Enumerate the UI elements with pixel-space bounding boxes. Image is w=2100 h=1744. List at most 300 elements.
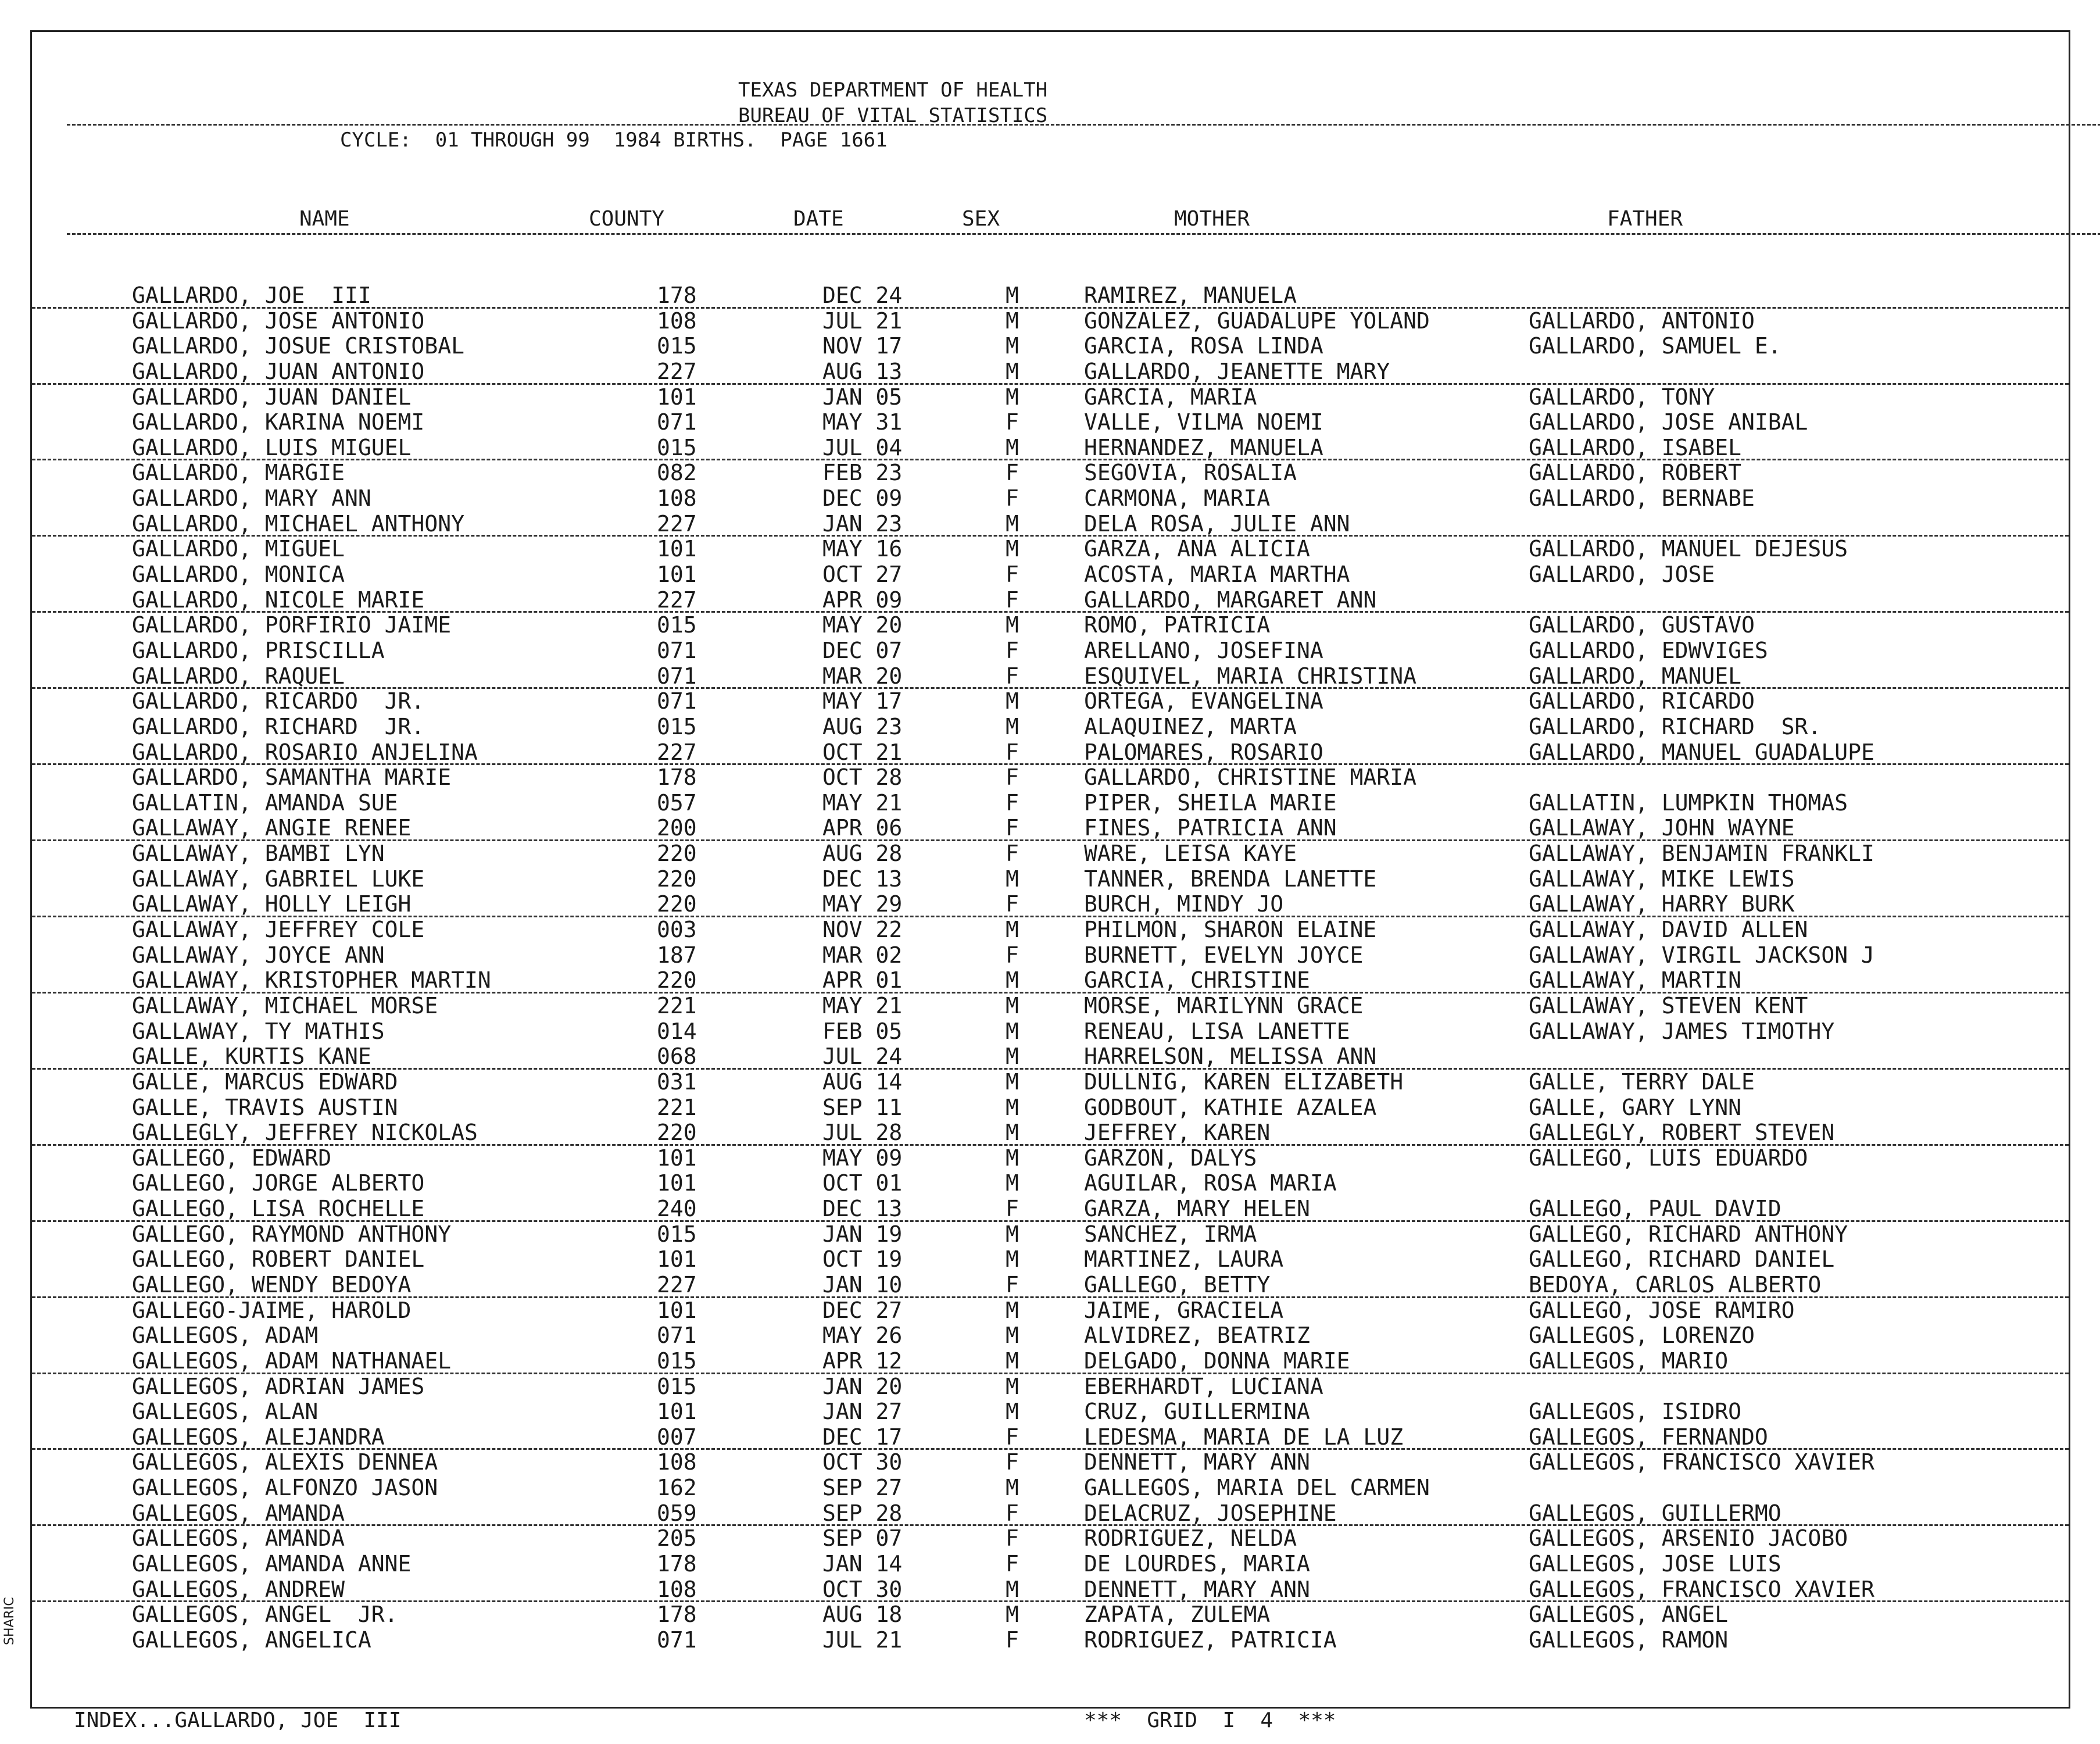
record-row <box>32 1323 2069 1349</box>
record-father: GALLEGOS, LORENZO <box>1529 1323 1755 1349</box>
record-sex: M <box>1006 358 1019 384</box>
record-date: MAY 29 <box>822 891 903 917</box>
record-row <box>32 943 2069 969</box>
record-sex: F <box>1006 663 1019 689</box>
record-father: GALLEGOS, FERNANDO <box>1529 1424 1768 1450</box>
record-name: GALLEGOS, ALEJANDRA <box>132 1424 385 1450</box>
record-sex: M <box>1006 1348 1019 1374</box>
record-name: GALLARDO, MONICA <box>132 562 345 588</box>
record-county: 108 <box>657 308 697 334</box>
record-mother: DELA ROSA, JULIE ANN <box>1084 510 1350 537</box>
record-mother: ORTEGA, EVANGELINA <box>1084 688 1323 714</box>
record-date: OCT 19 <box>822 1246 903 1273</box>
record-mother: GODBOUT, KATHIE AZALEA <box>1084 1094 1377 1120</box>
record-date: APR 12 <box>822 1348 903 1374</box>
record-county: 178 <box>657 1602 697 1628</box>
record-date: JAN 20 <box>822 1373 903 1399</box>
record-father: GALLEGOS, MARIO <box>1529 1348 1729 1374</box>
record-row <box>32 968 2069 993</box>
record-row <box>32 1425 2069 1450</box>
record-date: JUL 28 <box>822 1120 903 1146</box>
record-mother: GARCIA, CHRISTINE <box>1084 967 1310 993</box>
record-mother: GALLARDO, MARGARET ANN <box>1084 587 1377 613</box>
record-name: GALLARDO, PORFIRIO JAIME <box>132 612 452 638</box>
record-date: DEC 13 <box>822 1196 903 1222</box>
record-name: GALLEGLY, JEFFREY NICKOLAS <box>132 1120 478 1146</box>
record-date: AUG 28 <box>822 841 903 867</box>
record-name: GALLAWAY, MICHAEL MORSE <box>132 992 438 1018</box>
record-father: GALLAWAY, VIRGIL JACKSON J <box>1529 942 1874 968</box>
record-row <box>32 1628 2069 1653</box>
record-father: GALLARDO, BERNABE <box>1529 485 1755 512</box>
record-county: 015 <box>657 333 697 359</box>
record-name: GALLAWAY, JOYCE ANN <box>132 942 385 968</box>
record-name: GALLEGOS, AMANDA <box>132 1525 345 1552</box>
record-date: NOV 22 <box>822 917 903 943</box>
record-sex: F <box>1006 409 1019 435</box>
record-date: OCT 27 <box>822 562 903 588</box>
record-father: GALLEGO, LUIS EDUARDO <box>1529 1145 1808 1171</box>
record-row <box>32 993 2069 1019</box>
record-row <box>32 1501 2069 1527</box>
record-name: GALLE, MARCUS EDWARD <box>132 1068 398 1095</box>
record-county: 178 <box>657 764 697 791</box>
record-name: GALLEGOS, ANDREW <box>132 1576 345 1602</box>
record-date: AUG 14 <box>822 1068 903 1095</box>
record-father: GALLARDO, EDWVIGES <box>1529 637 1768 663</box>
record-row <box>32 385 2069 410</box>
record-father: GALLARDO, MANUEL GUADALUPE <box>1529 739 1874 765</box>
record-father: GALLARDO, RICARDO <box>1529 688 1755 714</box>
side-code-label: SHARIC <box>2 1597 17 1645</box>
record-sex: F <box>1006 1627 1019 1653</box>
record-mother: MARTINEZ, LAURA <box>1084 1246 1284 1273</box>
record-mother: SEGOVIA, ROSALIA <box>1084 460 1297 486</box>
record-name: GALLEGO, LISA ROCHELLE <box>132 1196 425 1222</box>
record-row <box>32 486 2069 512</box>
record-sex: F <box>1006 891 1019 917</box>
record-father: GALLARDO, GUSTAVO <box>1529 612 1755 638</box>
record-sex: M <box>1006 283 1019 308</box>
record-mother: GARZA, ANA ALICIA <box>1084 536 1310 562</box>
record-sex: M <box>1006 1018 1019 1044</box>
record-date: MAY 09 <box>822 1145 903 1171</box>
record-name: GALLAWAY, HOLLY LEIGH <box>132 891 412 917</box>
record-row <box>32 1577 2069 1603</box>
record-mother: DENNETT, MARY ANN <box>1084 1449 1310 1475</box>
record-mother: RODRIGUEZ, PATRICIA <box>1084 1627 1337 1653</box>
record-mother: DELACRUZ, JOSEPHINE <box>1084 1500 1337 1526</box>
record-date: MAY 20 <box>822 612 903 638</box>
record-date: AUG 13 <box>822 358 903 384</box>
record-father: BEDOYA, CARLOS ALBERTO <box>1529 1271 1822 1298</box>
record-name: GALLARDO, JOSE ANTONIO <box>132 308 425 334</box>
column-header-date: DATE <box>793 207 844 231</box>
record-father: GALLARDO, MANUEL DEJESUS <box>1529 536 1848 562</box>
record-date: MAY 16 <box>822 536 903 562</box>
record-county: 178 <box>657 283 697 308</box>
record-father: GALLARDO, ROBERT <box>1529 460 1742 486</box>
record-sex: F <box>1006 1449 1019 1475</box>
record-county: 015 <box>657 1373 697 1399</box>
record-mother: LEDESMA, MARIA DE LA LUZ <box>1084 1424 1404 1450</box>
record-county: 014 <box>657 1018 697 1044</box>
record-row <box>32 664 2069 689</box>
record-father: GALLAWAY, HARRY BURK <box>1529 891 1795 917</box>
record-sex: M <box>1006 1475 1019 1501</box>
record-county: 071 <box>657 663 697 689</box>
record-name: GALLAWAY, TY MATHIS <box>132 1018 385 1044</box>
records-list <box>32 283 2069 1653</box>
record-mother: ARELLANO, JOSEFINA <box>1084 637 1323 663</box>
record-name: GALLAWAY, ANGIE RENEE <box>132 815 412 841</box>
record-sex: F <box>1006 739 1019 765</box>
record-mother: ALVIDREZ, BEATRIZ <box>1084 1323 1310 1349</box>
record-date: JUL 04 <box>822 434 903 460</box>
record-date: JAN 23 <box>822 510 903 537</box>
record-county: 007 <box>657 1424 697 1450</box>
record-county: 071 <box>657 688 697 714</box>
record-sex: F <box>1006 1424 1019 1450</box>
record-date: SEP 27 <box>822 1475 903 1501</box>
header-agency: TEXAS DEPARTMENT OF HEALTH <box>738 78 1048 102</box>
record-name: GALLARDO, ROSARIO ANJELINA <box>132 739 478 765</box>
record-name: GALLAWAY, GABRIEL LUKE <box>132 866 425 892</box>
record-county: 101 <box>657 1297 697 1323</box>
record-mother: ESQUIVEL, MARIA CHRISTINA <box>1084 663 1416 689</box>
record-county: 071 <box>657 1627 697 1653</box>
record-county: 101 <box>657 384 697 410</box>
record-mother: DE LOURDES, MARIA <box>1084 1551 1310 1577</box>
record-date: JUL 21 <box>822 308 903 334</box>
record-father: GALLEGOS, FRANCISCO XAVIER <box>1529 1449 1874 1475</box>
record-date: JUL 24 <box>822 1043 903 1070</box>
record-name: GALLEGOS, ALFONZO JASON <box>132 1475 438 1501</box>
record-mother: GARCIA, ROSA LINDA <box>1084 333 1323 359</box>
record-sex: M <box>1006 992 1019 1018</box>
record-county: 015 <box>657 713 697 739</box>
record-sex: M <box>1006 1094 1019 1120</box>
record-date: MAY 26 <box>822 1323 903 1349</box>
record-father: GALLE, GARY LYNN <box>1529 1094 1742 1120</box>
record-date: OCT 28 <box>822 764 903 791</box>
record-sex: M <box>1006 1602 1019 1628</box>
record-sex: M <box>1006 1576 1019 1602</box>
record-name: GALLAWAY, BAMBI LYN <box>132 841 385 867</box>
record-name: GALLARDO, RICHARD JR. <box>132 713 425 739</box>
record-row <box>32 1095 2069 1121</box>
record-row <box>32 1171 2069 1196</box>
record-mother: WARE, LEISA KAYE <box>1084 841 1297 867</box>
record-date: FEB 05 <box>822 1018 903 1044</box>
record-father: GALLEGO, JOSE RAMIRO <box>1529 1297 1795 1323</box>
record-name: GALLARDO, SAMANTHA MARIE <box>132 764 452 791</box>
record-county: 108 <box>657 1449 697 1475</box>
record-mother: BURNETT, EVELYN JOYCE <box>1084 942 1364 968</box>
record-sex: F <box>1006 1525 1019 1552</box>
record-mother: PALOMARES, ROSARIO <box>1084 739 1323 765</box>
record-name: GALLARDO, RICARDO JR. <box>132 688 425 714</box>
record-name: GALLARDO, LUIS MIGUEL <box>132 434 412 460</box>
record-mother: PIPER, SHEILA MARIE <box>1084 789 1337 816</box>
record-county: 101 <box>657 536 697 562</box>
record-sex: M <box>1006 1068 1019 1095</box>
record-row <box>32 1399 2069 1425</box>
record-father: GALLEGOS, ISIDRO <box>1529 1399 1742 1425</box>
record-sex: M <box>1006 1323 1019 1349</box>
record-mother: HARRELSON, MELISSA ANN <box>1084 1043 1377 1070</box>
record-county: 071 <box>657 1323 697 1349</box>
column-header-mother: MOTHER <box>1174 207 1250 231</box>
record-sex: M <box>1006 308 1019 334</box>
record-date: MAY 21 <box>822 992 903 1018</box>
record-name: GALLEGOS, ALEXIS DENNEA <box>132 1449 438 1475</box>
record-row <box>32 765 2069 791</box>
column-header-name: NAME <box>299 207 350 231</box>
record-row <box>32 1070 2069 1095</box>
record-date: MAY 21 <box>822 789 903 816</box>
record-father: GALLARDO, RICHARD SR. <box>1529 713 1822 739</box>
record-father: GALLAWAY, DAVID ALLEN <box>1529 917 1808 943</box>
record-date: MAY 31 <box>822 409 903 435</box>
record-father: GALLARDO, JOSE <box>1529 562 1715 588</box>
record-mother: JEFFREY, KAREN <box>1084 1120 1271 1146</box>
record-mother: GALLEGOS, MARIA DEL CARMEN <box>1084 1475 1430 1501</box>
record-father: GALLAWAY, BENJAMIN FRANKLI <box>1529 841 1874 867</box>
record-mother: GALLARDO, JEANETTE MARY <box>1084 358 1390 384</box>
record-date: MAY 17 <box>822 688 903 714</box>
record-county: 082 <box>657 460 697 486</box>
record-county: 220 <box>657 967 697 993</box>
record-county: 015 <box>657 1348 697 1374</box>
record-county: 227 <box>657 358 697 384</box>
record-county: 178 <box>657 1551 697 1577</box>
record-father: GALLARDO, TONY <box>1529 384 1715 410</box>
record-row <box>32 435 2069 461</box>
record-county: 057 <box>657 789 697 816</box>
record-county: 187 <box>657 942 697 968</box>
record-mother: MORSE, MARILYNN GRACE <box>1084 992 1364 1018</box>
record-father: GALLAWAY, JOHN WAYNE <box>1529 815 1795 841</box>
record-county: 227 <box>657 587 697 613</box>
record-row <box>32 1120 2069 1146</box>
record-name: GALLARDO, MARGIE <box>132 460 345 486</box>
record-name: GALLEGO, RAYMOND ANTHONY <box>132 1221 452 1247</box>
record-county: 220 <box>657 1120 697 1146</box>
record-sex: M <box>1006 688 1019 714</box>
record-father: GALLEGOS, JOSE LUIS <box>1529 1551 1781 1577</box>
record-mother: GARZON, DALYS <box>1084 1145 1257 1171</box>
column-header-rule <box>67 233 2100 235</box>
record-sex: M <box>1006 510 1019 537</box>
record-row <box>32 791 2069 816</box>
record-row <box>32 638 2069 664</box>
record-sex: M <box>1006 1145 1019 1171</box>
record-row <box>32 917 2069 943</box>
record-date: DEC 13 <box>822 866 903 892</box>
record-sex: M <box>1006 1120 1019 1146</box>
record-row <box>32 1526 2069 1552</box>
page-frame <box>30 30 2070 1732</box>
record-father: GALLARDO, ISABEL <box>1529 434 1742 460</box>
record-county: 003 <box>657 917 697 943</box>
record-date: DEC 07 <box>822 637 903 663</box>
record-row <box>32 1450 2069 1475</box>
column-header-father: FATHER <box>1607 207 1683 231</box>
record-sex: F <box>1006 460 1019 486</box>
record-mother: GALLARDO, CHRISTINE MARIA <box>1084 764 1416 791</box>
record-mother: EBERHARDT, LUCIANA <box>1084 1373 1323 1399</box>
record-mother: RAMIREZ, MANUELA <box>1084 283 1297 308</box>
record-mother: PHILMON, SHARON ELAINE <box>1084 917 1377 943</box>
record-father: GALLAWAY, STEVEN KENT <box>1529 992 1808 1018</box>
record-date: MAR 20 <box>822 663 903 689</box>
record-sex: F <box>1006 637 1019 663</box>
record-mother: DULLNIG, KAREN ELIZABETH <box>1084 1068 1404 1095</box>
record-sex: F <box>1006 1500 1019 1526</box>
record-sex: F <box>1006 764 1019 791</box>
record-sex: F <box>1006 587 1019 613</box>
record-name: GALLEGOS, ADRIAN JAMES <box>132 1373 425 1399</box>
record-county: 101 <box>657 1399 697 1425</box>
record-row <box>32 740 2069 766</box>
record-county: 101 <box>657 1246 697 1273</box>
record-sex: M <box>1006 1246 1019 1273</box>
record-county: 227 <box>657 1271 697 1298</box>
record-sex: F <box>1006 942 1019 968</box>
record-sex: M <box>1006 536 1019 562</box>
record-mother: SANCHEZ, IRMA <box>1084 1221 1257 1247</box>
record-county: 227 <box>657 739 697 765</box>
record-father: GALLEGO, RICHARD DANIEL <box>1529 1246 1835 1273</box>
record-date: DEC 24 <box>822 283 903 308</box>
record-county: 015 <box>657 612 697 638</box>
record-county: 101 <box>657 1145 697 1171</box>
record-county: 227 <box>657 510 697 537</box>
record-county: 205 <box>657 1525 697 1552</box>
record-name: GALLARDO, NICOLE MARIE <box>132 587 425 613</box>
record-mother: ACOSTA, MARIA MARTHA <box>1084 562 1350 588</box>
record-name: GALLE, KURTIS KANE <box>132 1043 371 1070</box>
header-bureau: BUREAU OF VITAL STATISTICS <box>738 104 1048 127</box>
record-name: GALLEGOS, ADAM <box>132 1323 319 1349</box>
record-row <box>32 410 2069 435</box>
record-mother: ROMO, PATRICIA <box>1084 612 1271 638</box>
record-county: 108 <box>657 1576 697 1602</box>
record-name: GALLARDO, RAQUEL <box>132 663 345 689</box>
record-father: GALLATIN, LUMPKIN THOMAS <box>1529 789 1848 816</box>
record-sex: M <box>1006 1297 1019 1323</box>
column-headers <box>32 206 2069 232</box>
record-father: GALLAWAY, MIKE LEWIS <box>1529 866 1795 892</box>
record-mother: HERNANDEZ, MANUELA <box>1084 434 1323 460</box>
record-father: GALLE, TERRY DALE <box>1529 1068 1755 1095</box>
footer-index: INDEX...GALLARDO, JOE III <box>74 1709 402 1732</box>
record-sex: M <box>1006 1043 1019 1070</box>
record-county: 101 <box>657 562 697 588</box>
record-row <box>32 1349 2069 1374</box>
record-row <box>32 867 2069 892</box>
footer-grid-label: *** GRID I 4 *** <box>1084 1709 1336 1732</box>
record-father: GALLEGOS, RAMON <box>1529 1627 1729 1653</box>
record-county: 108 <box>657 485 697 512</box>
record-row <box>32 1602 2069 1628</box>
record-father: GALLEGOS, FRANCISCO XAVIER <box>1529 1576 1874 1602</box>
record-mother: CARMONA, MARIA <box>1084 485 1271 512</box>
record-name: GALLARDO, JUAN ANTONIO <box>132 358 425 384</box>
record-name: GALLARDO, JUAN DANIEL <box>132 384 412 410</box>
record-sex: F <box>1006 485 1019 512</box>
record-mother: RENEAU, LISA LANETTE <box>1084 1018 1350 1044</box>
record-row <box>32 1374 2069 1400</box>
record-father: GALLARDO, ANTONIO <box>1529 308 1755 334</box>
record-name: GALLARDO, JOSUE CRISTOBAL <box>132 333 464 359</box>
record-mother: JAIME, GRACIELA <box>1084 1297 1284 1323</box>
record-mother: GONZALEZ, GUADALUPE YOLAND <box>1084 308 1430 334</box>
record-mother: CRUZ, GUILLERMINA <box>1084 1399 1310 1425</box>
record-father: GALLARDO, SAMUEL E. <box>1529 333 1781 359</box>
record-mother: GALLEGO, BETTY <box>1084 1271 1271 1298</box>
record-row <box>32 689 2069 714</box>
record-mother: FINES, PATRICIA ANN <box>1084 815 1337 841</box>
record-name: GALLEGOS, AMANDA <box>132 1500 345 1526</box>
record-name: GALLEGOS, ALAN <box>132 1399 319 1425</box>
record-date: DEC 09 <box>822 485 903 512</box>
record-county: 240 <box>657 1196 697 1222</box>
record-row <box>32 283 2069 309</box>
record-mother: DENNETT, MARY ANN <box>1084 1576 1310 1602</box>
column-header-county: COUNTY <box>589 207 665 231</box>
record-date: JAN 19 <box>822 1221 903 1247</box>
record-row <box>32 537 2069 562</box>
record-date: MAR 02 <box>822 942 903 968</box>
record-date: APR 06 <box>822 815 903 841</box>
record-father: GALLEGOS, ANGEL <box>1529 1602 1729 1628</box>
record-name: GALLEGO-JAIME, HAROLD <box>132 1297 412 1323</box>
record-mother: ZAPATA, ZULEMA <box>1084 1602 1271 1628</box>
record-name: GALLARDO, PRISCILLA <box>132 637 385 663</box>
record-date: AUG 18 <box>822 1602 903 1628</box>
record-sex: F <box>1006 789 1019 816</box>
record-father: GALLAWAY, JAMES TIMOTHY <box>1529 1018 1835 1044</box>
record-sex: F <box>1006 841 1019 867</box>
record-mother: GARCIA, MARIA <box>1084 384 1257 410</box>
record-row <box>32 714 2069 740</box>
record-county: 220 <box>657 891 697 917</box>
record-row <box>32 892 2069 917</box>
record-date: SEP 28 <box>822 1500 903 1526</box>
record-date: OCT 30 <box>822 1576 903 1602</box>
record-name: GALLEGO, JORGE ALBERTO <box>132 1170 425 1196</box>
record-name: GALLEGO, ROBERT DANIEL <box>132 1246 425 1273</box>
record-county: 015 <box>657 434 697 460</box>
record-row <box>32 1019 2069 1045</box>
record-father: GALLEGLY, ROBERT STEVEN <box>1529 1120 1835 1146</box>
record-father: GALLARDO, MANUEL <box>1529 663 1742 689</box>
record-row <box>32 1196 2069 1222</box>
record-mother: RODRIGUEZ, NELDA <box>1084 1525 1297 1552</box>
record-date: NOV 17 <box>822 333 903 359</box>
record-county: 220 <box>657 841 697 867</box>
record-date: DEC 27 <box>822 1297 903 1323</box>
record-county: 220 <box>657 866 697 892</box>
record-sex: M <box>1006 1170 1019 1196</box>
record-sex: M <box>1006 434 1019 460</box>
record-row <box>32 1273 2069 1298</box>
record-county: 221 <box>657 1094 697 1120</box>
record-name: GALLATIN, AMANDA SUE <box>132 789 398 816</box>
record-name: GALLEGOS, ADAM NATHANAEL <box>132 1348 452 1374</box>
